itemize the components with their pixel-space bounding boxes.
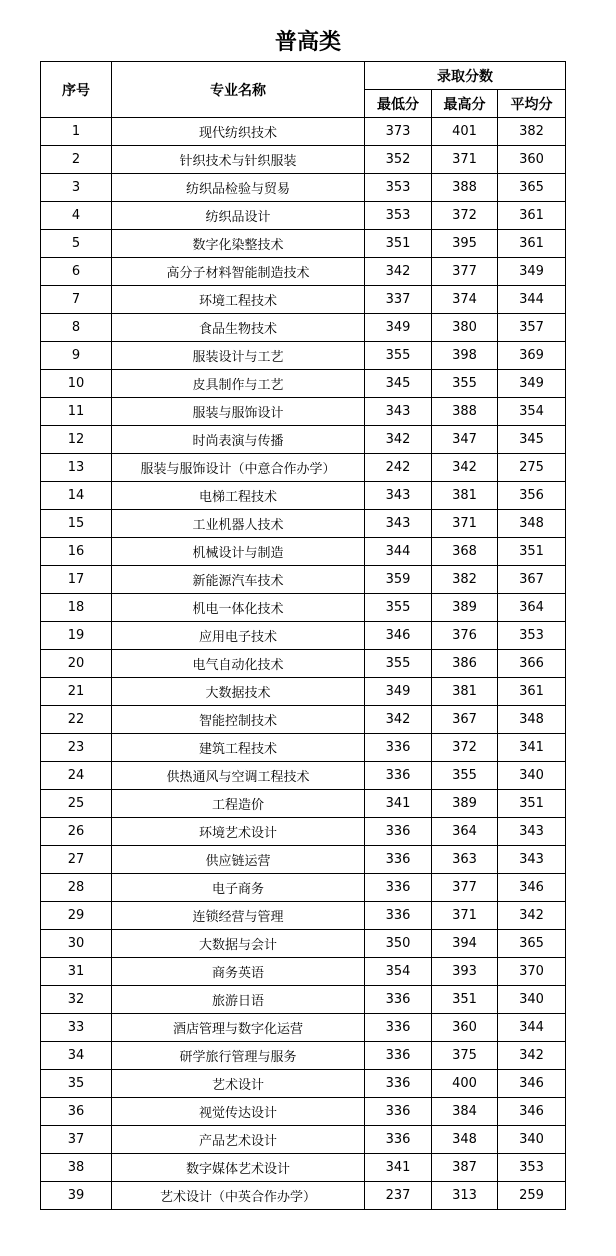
table-row bbox=[41, 1098, 566, 1126]
cell-min-score: 355 bbox=[365, 342, 432, 370]
cell-max-score: 382 bbox=[432, 566, 498, 594]
cell-avg-score: 344 bbox=[498, 1014, 566, 1042]
table-row bbox=[41, 1182, 566, 1210]
cell-max-score: 389 bbox=[432, 594, 498, 622]
cell-index: 31 bbox=[41, 958, 112, 986]
cell-major: 服装设计与工艺 bbox=[112, 342, 365, 370]
cell-min-score: 349 bbox=[365, 314, 432, 342]
cell-index: 17 bbox=[41, 566, 112, 594]
table-row bbox=[41, 202, 566, 230]
cell-max-score: 395 bbox=[432, 230, 498, 258]
cell-avg-score: 345 bbox=[498, 426, 566, 454]
cell-avg-score: 365 bbox=[498, 930, 566, 958]
cell-major: 工业机器人技术 bbox=[112, 510, 365, 538]
cell-major: 工程造价 bbox=[112, 790, 365, 818]
table-row bbox=[41, 426, 566, 454]
cell-index: 15 bbox=[41, 510, 112, 538]
cell-max-score: 388 bbox=[432, 174, 498, 202]
cell-avg-score: 382 bbox=[498, 118, 566, 146]
table-row bbox=[41, 818, 566, 846]
cell-index: 30 bbox=[41, 930, 112, 958]
cell-min-score: 351 bbox=[365, 230, 432, 258]
cell-avg-score: 343 bbox=[498, 846, 566, 874]
cell-major: 数字媒体艺术设计 bbox=[112, 1154, 365, 1182]
cell-min-score: 336 bbox=[365, 986, 432, 1014]
cell-index: 25 bbox=[41, 790, 112, 818]
cell-index: 5 bbox=[41, 230, 112, 258]
cell-max-score: 348 bbox=[432, 1126, 498, 1154]
cell-major: 艺术设计（中英合作办学） bbox=[112, 1182, 365, 1210]
cell-major: 电气自动化技术 bbox=[112, 650, 365, 678]
cell-major: 电子商务 bbox=[112, 874, 365, 902]
cell-max-score: 355 bbox=[432, 762, 498, 790]
cell-max-score: 394 bbox=[432, 930, 498, 958]
table-row bbox=[41, 986, 566, 1014]
cell-index: 19 bbox=[41, 622, 112, 650]
cell-max-score: 386 bbox=[432, 650, 498, 678]
cell-min-score: 237 bbox=[365, 1182, 432, 1210]
cell-avg-score: 340 bbox=[498, 986, 566, 1014]
header-avg-score: 平均分 bbox=[498, 90, 566, 118]
cell-max-score: 367 bbox=[432, 706, 498, 734]
cell-avg-score: 354 bbox=[498, 398, 566, 426]
table-row bbox=[41, 342, 566, 370]
cell-index: 37 bbox=[41, 1126, 112, 1154]
cell-index: 18 bbox=[41, 594, 112, 622]
cell-max-score: 398 bbox=[432, 342, 498, 370]
cell-min-score: 343 bbox=[365, 482, 432, 510]
cell-avg-score: 342 bbox=[498, 1042, 566, 1070]
table-row bbox=[41, 146, 566, 174]
admission-score-table bbox=[40, 61, 566, 1210]
cell-max-score: 360 bbox=[432, 1014, 498, 1042]
cell-min-score: 345 bbox=[365, 370, 432, 398]
cell-index: 28 bbox=[41, 874, 112, 902]
cell-index: 21 bbox=[41, 678, 112, 706]
cell-max-score: 381 bbox=[432, 678, 498, 706]
cell-min-score: 242 bbox=[365, 454, 432, 482]
cell-avg-score: 275 bbox=[498, 454, 566, 482]
table-row bbox=[41, 650, 566, 678]
header-index: 序号 bbox=[41, 62, 112, 118]
table-row bbox=[41, 734, 566, 762]
cell-min-score: 350 bbox=[365, 930, 432, 958]
cell-index: 6 bbox=[41, 258, 112, 286]
table-row bbox=[41, 762, 566, 790]
cell-avg-score: 348 bbox=[498, 706, 566, 734]
cell-avg-score: 340 bbox=[498, 1126, 566, 1154]
cell-index: 13 bbox=[41, 454, 112, 482]
cell-major: 连锁经营与管理 bbox=[112, 902, 365, 930]
cell-major: 时尚表演与传播 bbox=[112, 426, 365, 454]
table-row bbox=[41, 398, 566, 426]
cell-max-score: 351 bbox=[432, 986, 498, 1014]
cell-index: 33 bbox=[41, 1014, 112, 1042]
cell-avg-score: 341 bbox=[498, 734, 566, 762]
cell-major: 大数据技术 bbox=[112, 678, 365, 706]
cell-max-score: 371 bbox=[432, 902, 498, 930]
cell-major: 环境工程技术 bbox=[112, 286, 365, 314]
cell-min-score: 336 bbox=[365, 902, 432, 930]
cell-max-score: 387 bbox=[432, 1154, 498, 1182]
cell-major: 大数据与会计 bbox=[112, 930, 365, 958]
cell-max-score: 364 bbox=[432, 818, 498, 846]
cell-min-score: 336 bbox=[365, 818, 432, 846]
cell-major: 纺织品设计 bbox=[112, 202, 365, 230]
cell-major: 食品生物技术 bbox=[112, 314, 365, 342]
cell-major: 旅游日语 bbox=[112, 986, 365, 1014]
cell-min-score: 336 bbox=[365, 734, 432, 762]
cell-major: 服装与服饰设计（中意合作办学） bbox=[112, 454, 365, 482]
cell-index: 23 bbox=[41, 734, 112, 762]
cell-max-score: 313 bbox=[432, 1182, 498, 1210]
cell-index: 26 bbox=[41, 818, 112, 846]
cell-index: 22 bbox=[41, 706, 112, 734]
cell-index: 34 bbox=[41, 1042, 112, 1070]
header-max-score: 最高分 bbox=[432, 90, 498, 118]
cell-min-score: 346 bbox=[365, 622, 432, 650]
table-row bbox=[41, 370, 566, 398]
cell-min-score: 341 bbox=[365, 1154, 432, 1182]
cell-index: 16 bbox=[41, 538, 112, 566]
cell-index: 1 bbox=[41, 118, 112, 146]
cell-max-score: 363 bbox=[432, 846, 498, 874]
table-row bbox=[41, 286, 566, 314]
table-row bbox=[41, 482, 566, 510]
cell-major: 商务英语 bbox=[112, 958, 365, 986]
cell-index: 29 bbox=[41, 902, 112, 930]
cell-avg-score: 361 bbox=[498, 230, 566, 258]
cell-avg-score: 357 bbox=[498, 314, 566, 342]
table-row bbox=[41, 118, 566, 146]
cell-max-score: 377 bbox=[432, 874, 498, 902]
cell-major: 环境艺术设计 bbox=[112, 818, 365, 846]
cell-avg-score: 342 bbox=[498, 902, 566, 930]
cell-major: 现代纺织技术 bbox=[112, 118, 365, 146]
cell-min-score: 337 bbox=[365, 286, 432, 314]
table-row bbox=[41, 846, 566, 874]
cell-avg-score: 356 bbox=[498, 482, 566, 510]
cell-max-score: 384 bbox=[432, 1098, 498, 1126]
cell-index: 4 bbox=[41, 202, 112, 230]
cell-max-score: 389 bbox=[432, 790, 498, 818]
cell-min-score: 336 bbox=[365, 762, 432, 790]
cell-major: 建筑工程技术 bbox=[112, 734, 365, 762]
table-row bbox=[41, 902, 566, 930]
cell-max-score: 372 bbox=[432, 202, 498, 230]
cell-avg-score: 367 bbox=[498, 566, 566, 594]
cell-avg-score: 349 bbox=[498, 370, 566, 398]
cell-min-score: 342 bbox=[365, 426, 432, 454]
cell-min-score: 349 bbox=[365, 678, 432, 706]
cell-max-score: 355 bbox=[432, 370, 498, 398]
cell-index: 3 bbox=[41, 174, 112, 202]
cell-min-score: 353 bbox=[365, 202, 432, 230]
cell-major: 服装与服饰设计 bbox=[112, 398, 365, 426]
cell-avg-score: 346 bbox=[498, 874, 566, 902]
cell-avg-score: 366 bbox=[498, 650, 566, 678]
cell-max-score: 380 bbox=[432, 314, 498, 342]
cell-min-score: 336 bbox=[365, 1014, 432, 1042]
table-row bbox=[41, 930, 566, 958]
cell-max-score: 401 bbox=[432, 118, 498, 146]
cell-max-score: 376 bbox=[432, 622, 498, 650]
header-score-group: 录取分数 bbox=[365, 62, 566, 90]
table-row bbox=[41, 678, 566, 706]
cell-avg-score: 351 bbox=[498, 790, 566, 818]
cell-index: 20 bbox=[41, 650, 112, 678]
cell-min-score: 336 bbox=[365, 1098, 432, 1126]
cell-min-score: 343 bbox=[365, 398, 432, 426]
cell-min-score: 336 bbox=[365, 874, 432, 902]
cell-max-score: 371 bbox=[432, 510, 498, 538]
page-title: 普高类 bbox=[274, 29, 341, 55]
table-row bbox=[41, 454, 566, 482]
cell-avg-score: 340 bbox=[498, 762, 566, 790]
table-row bbox=[41, 510, 566, 538]
cell-index: 12 bbox=[41, 426, 112, 454]
table-row bbox=[41, 1014, 566, 1042]
cell-min-score: 355 bbox=[365, 594, 432, 622]
table-row bbox=[41, 1126, 566, 1154]
cell-min-score: 344 bbox=[365, 538, 432, 566]
cell-max-score: 368 bbox=[432, 538, 498, 566]
cell-major: 研学旅行管理与服务 bbox=[112, 1042, 365, 1070]
cell-index: 14 bbox=[41, 482, 112, 510]
cell-avg-score: 349 bbox=[498, 258, 566, 286]
cell-min-score: 336 bbox=[365, 846, 432, 874]
cell-major: 应用电子技术 bbox=[112, 622, 365, 650]
table-row bbox=[41, 622, 566, 650]
cell-avg-score: 351 bbox=[498, 538, 566, 566]
table-row bbox=[41, 1070, 566, 1098]
cell-max-score: 388 bbox=[432, 398, 498, 426]
cell-major: 智能控制技术 bbox=[112, 706, 365, 734]
cell-major: 供应链运营 bbox=[112, 846, 365, 874]
cell-max-score: 381 bbox=[432, 482, 498, 510]
cell-index: 38 bbox=[41, 1154, 112, 1182]
table-row bbox=[41, 594, 566, 622]
cell-avg-score: 346 bbox=[498, 1070, 566, 1098]
cell-avg-score: 346 bbox=[498, 1098, 566, 1126]
cell-avg-score: 348 bbox=[498, 510, 566, 538]
cell-max-score: 371 bbox=[432, 146, 498, 174]
cell-max-score: 342 bbox=[432, 454, 498, 482]
table-row bbox=[41, 790, 566, 818]
cell-major: 产品艺术设计 bbox=[112, 1126, 365, 1154]
cell-major: 供热通风与空调工程技术 bbox=[112, 762, 365, 790]
cell-index: 35 bbox=[41, 1070, 112, 1098]
cell-index: 36 bbox=[41, 1098, 112, 1126]
cell-avg-score: 364 bbox=[498, 594, 566, 622]
table-row bbox=[41, 174, 566, 202]
cell-major: 纺织品检验与贸易 bbox=[112, 174, 365, 202]
cell-major: 机械设计与制造 bbox=[112, 538, 365, 566]
cell-min-score: 336 bbox=[365, 1070, 432, 1098]
cell-major: 皮具制作与工艺 bbox=[112, 370, 365, 398]
cell-index: 10 bbox=[41, 370, 112, 398]
cell-min-score: 342 bbox=[365, 706, 432, 734]
cell-major: 艺术设计 bbox=[112, 1070, 365, 1098]
cell-min-score: 336 bbox=[365, 1042, 432, 1070]
cell-max-score: 377 bbox=[432, 258, 498, 286]
table-row bbox=[41, 874, 566, 902]
table-body bbox=[41, 118, 566, 1210]
cell-major: 酒店管理与数字化运营 bbox=[112, 1014, 365, 1042]
table-row bbox=[41, 958, 566, 986]
table-row bbox=[41, 538, 566, 566]
cell-min-score: 343 bbox=[365, 510, 432, 538]
cell-max-score: 372 bbox=[432, 734, 498, 762]
cell-avg-score: 259 bbox=[498, 1182, 566, 1210]
cell-avg-score: 361 bbox=[498, 202, 566, 230]
cell-major: 机电一体化技术 bbox=[112, 594, 365, 622]
cell-major: 数字化染整技术 bbox=[112, 230, 365, 258]
cell-avg-score: 370 bbox=[498, 958, 566, 986]
cell-min-score: 336 bbox=[365, 1126, 432, 1154]
table-row bbox=[41, 314, 566, 342]
cell-major: 针织技术与针织服装 bbox=[112, 146, 365, 174]
header-min-score: 最低分 bbox=[365, 90, 432, 118]
cell-min-score: 359 bbox=[365, 566, 432, 594]
cell-min-score: 353 bbox=[365, 174, 432, 202]
cell-min-score: 355 bbox=[365, 650, 432, 678]
header-major: 专业名称 bbox=[112, 62, 365, 118]
cell-index: 9 bbox=[41, 342, 112, 370]
cell-avg-score: 361 bbox=[498, 678, 566, 706]
cell-max-score: 393 bbox=[432, 958, 498, 986]
cell-avg-score: 369 bbox=[498, 342, 566, 370]
table-row bbox=[41, 706, 566, 734]
cell-min-score: 354 bbox=[365, 958, 432, 986]
cell-index: 27 bbox=[41, 846, 112, 874]
cell-major: 高分子材料智能制造技术 bbox=[112, 258, 365, 286]
cell-avg-score: 343 bbox=[498, 818, 566, 846]
cell-min-score: 342 bbox=[365, 258, 432, 286]
cell-index: 32 bbox=[41, 986, 112, 1014]
cell-major: 视觉传达设计 bbox=[112, 1098, 365, 1126]
cell-max-score: 347 bbox=[432, 426, 498, 454]
table-header bbox=[41, 62, 566, 118]
cell-index: 8 bbox=[41, 314, 112, 342]
table-row bbox=[41, 230, 566, 258]
cell-max-score: 374 bbox=[432, 286, 498, 314]
cell-min-score: 373 bbox=[365, 118, 432, 146]
cell-max-score: 375 bbox=[432, 1042, 498, 1070]
cell-avg-score: 360 bbox=[498, 146, 566, 174]
cell-min-score: 352 bbox=[365, 146, 432, 174]
cell-index: 7 bbox=[41, 286, 112, 314]
cell-index: 39 bbox=[41, 1182, 112, 1210]
table-row bbox=[41, 258, 566, 286]
cell-index: 24 bbox=[41, 762, 112, 790]
cell-major: 电梯工程技术 bbox=[112, 482, 365, 510]
table-row bbox=[41, 1042, 566, 1070]
cell-avg-score: 344 bbox=[498, 286, 566, 314]
cell-index: 2 bbox=[41, 146, 112, 174]
table-row bbox=[41, 1154, 566, 1182]
cell-avg-score: 365 bbox=[498, 174, 566, 202]
cell-avg-score: 353 bbox=[498, 622, 566, 650]
cell-index: 11 bbox=[41, 398, 112, 426]
cell-min-score: 341 bbox=[365, 790, 432, 818]
table-row bbox=[41, 566, 566, 594]
cell-max-score: 400 bbox=[432, 1070, 498, 1098]
cell-major: 新能源汽车技术 bbox=[112, 566, 365, 594]
cell-avg-score: 353 bbox=[498, 1154, 566, 1182]
